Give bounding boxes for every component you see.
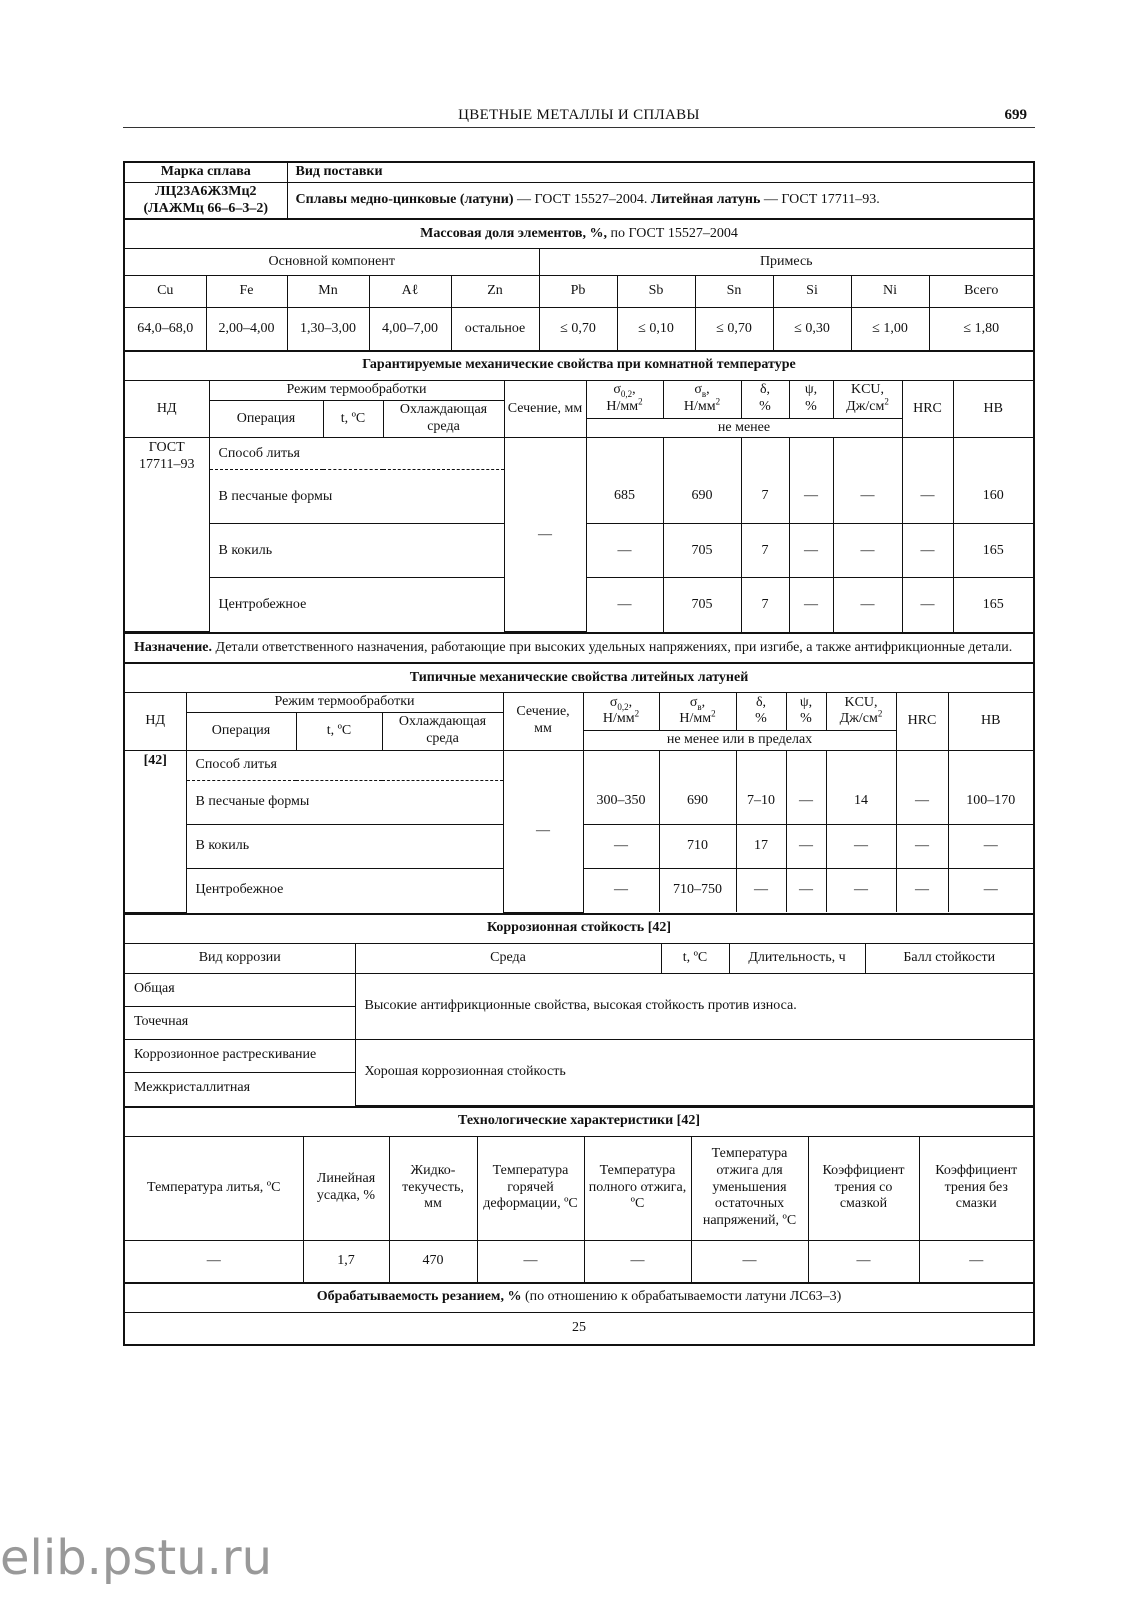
psi-value: — [786, 824, 826, 868]
tech-header: Коэффициент трения без смазки [919, 1136, 1033, 1240]
operation-header: Операция [209, 400, 323, 438]
delta-value: 7–10 [736, 780, 786, 824]
sigmab-sub: в [701, 389, 707, 400]
unit-n: Н/мм [679, 711, 712, 727]
delta-value: — [736, 868, 786, 912]
kcu-label: KCU, [850, 382, 885, 398]
supply-text1: — ГОСТ 15527–2004. [513, 192, 651, 208]
tech-header: Температура полного отжига, ºС [584, 1136, 691, 1240]
page-number: 699 [1004, 107, 1027, 123]
pct: % [805, 399, 817, 415]
section-header: Сечение, мм [504, 380, 586, 438]
grade-name-line2: (ЛАЖМц 66–6–3–2) [143, 200, 268, 216]
delta-value: 17 [736, 824, 786, 868]
unit-n: Н/мм [602, 711, 635, 727]
environment-text-2: Хорошая коррозионная стойкость [355, 1039, 1033, 1105]
empty-cell [786, 750, 826, 780]
hrc-header: HRC [896, 692, 948, 750]
element-header: Pb [539, 276, 617, 308]
tech-header: Температура горячей деформации, ºС [477, 1136, 584, 1240]
running-title: ЦВЕТНЫЕ МЕТАЛЛЫ И СПЛАВЫ [458, 107, 700, 123]
sigma02-value: — [586, 524, 663, 578]
corrosion-type: Общая [125, 973, 355, 1006]
tech-value: — [584, 1240, 691, 1282]
empty-cell [736, 750, 786, 780]
hb-value: — [948, 824, 1033, 868]
tech-value: — [477, 1240, 584, 1282]
sigma02-value: — [583, 824, 659, 868]
kcu-value: — [833, 470, 902, 524]
unit-sup: 2 [634, 708, 640, 719]
unit-sup: 2 [715, 396, 721, 407]
operation-value: В песчаные формы [209, 470, 504, 524]
element-value: ≤ 1,80 [929, 308, 1033, 350]
tech-header: Температура литья, ºС [125, 1136, 303, 1240]
element-value: ≤ 0,10 [617, 308, 695, 350]
unit-sup: 2 [711, 708, 716, 719]
delta-header [741, 380, 789, 418]
temperature-header: t, ºС [661, 943, 729, 973]
tech-value: — [691, 1240, 808, 1282]
element-header: Всего [929, 276, 1033, 308]
psi-header [786, 692, 826, 730]
sigma02-header: $\sigma_{0,2}$, $Н/мм^2$ [586, 380, 663, 418]
tech-value: 1,7 [303, 1240, 389, 1282]
operation-value: Центробежное [209, 578, 504, 632]
composition-section [125, 220, 1033, 352]
machinability-value: 25 [125, 1312, 1033, 1344]
pct: % [800, 711, 812, 727]
corrosion-title: Коррозионная стойкость [42] [125, 915, 1033, 944]
element-header: Sb [617, 276, 695, 308]
empty-cell [948, 750, 1033, 780]
element-value: 2,00–4,00 [206, 308, 287, 350]
kcu-unit: Дж/см [839, 711, 878, 727]
operation-value: В кокиль [186, 824, 503, 868]
unit-sup: 2 [877, 708, 883, 719]
element-header: Cu [125, 276, 206, 308]
sigmab-value: 690 [663, 470, 741, 524]
sigma02-value: — [586, 578, 663, 632]
empty-cell [663, 438, 741, 470]
composition-title-rest: по ГОСТ 15527–2004 [606, 225, 738, 241]
unit-sup: 2 [884, 396, 889, 407]
score-header: Балл стойкости [865, 943, 1033, 973]
kcu-header [826, 692, 896, 730]
empty-cell [896, 750, 948, 780]
nd-value: ГОСТ 17711–93 [125, 438, 209, 632]
delta-symbol: δ, [755, 694, 767, 710]
supply-text2: — ГОСТ 17711–93. [760, 192, 880, 208]
guaranteed-title: Гарантируемые механические свойства при комнатной температуре [125, 352, 1033, 381]
corrosion-type: Точечная [125, 1006, 355, 1039]
machinability-section [125, 1284, 1033, 1344]
nd-value: [42] [125, 750, 186, 912]
supply-bold1: Сплавы медно-цинковые (латуни) [295, 192, 514, 208]
duration-header: Длительность, ч [729, 943, 865, 973]
empty-cell [586, 438, 663, 470]
hb-header: HB [948, 692, 1033, 750]
kcu-unit: Дж/см [846, 399, 885, 415]
environment-header: Среда [355, 943, 661, 973]
t-header: t, ºС [296, 712, 382, 750]
sigmab-header: $\sigma_в$, $Н/мм^2$ [659, 692, 736, 730]
sigmab-value: 710–750 [659, 868, 736, 912]
grade-name-line1: ЛЦ23А6Ж3Мц2 [154, 183, 257, 199]
min-label: не менее или в пределах [583, 730, 896, 750]
kcu-header [833, 380, 902, 418]
kcu-value: — [833, 524, 902, 578]
grade-section [125, 163, 1033, 220]
delta-header [736, 692, 786, 730]
section-value: — [503, 750, 583, 912]
empty-cell [826, 750, 896, 780]
kcu-value: 14 [826, 780, 896, 824]
delta-symbol: δ, [759, 382, 771, 398]
tech-header: Коэффициент трения со смазкой [808, 1136, 919, 1240]
sigmab-header: $\sigma_в$, $Н/мм^2$ [663, 380, 741, 418]
operation-value: В кокиль [209, 524, 504, 578]
environment-text-1: Высокие антифрикционные свойства, высокая стойкость против износа. [355, 973, 1033, 1039]
unit-sup: 2 [638, 396, 643, 407]
sigma-symbol: σ [689, 694, 698, 710]
sigma-symbol: σ [694, 382, 702, 398]
casting-method-label: Способ литья [186, 750, 503, 780]
purpose-label: Назначение. [134, 640, 212, 656]
empty-cell [659, 750, 736, 780]
purpose-text: Детали ответственного назначения, работающие при высоких удельных напряжениях, при изгибе, а также антифрикционные детали. [211, 640, 1013, 656]
sigma02-sub: 0,2 [617, 701, 629, 712]
mode-header: Режим термообработки [186, 692, 503, 712]
operation-header: Операция [186, 712, 296, 750]
supply-text [287, 182, 1033, 218]
empty-cell [953, 438, 1033, 470]
kcu-value: — [826, 824, 896, 868]
hb-value: 165 [953, 578, 1033, 632]
mode-header: Режим термообработки [209, 380, 504, 400]
unit-n: Н/мм [683, 399, 716, 415]
hb-value: 165 [953, 524, 1033, 578]
operation-value: В песчаные формы [186, 780, 503, 824]
machinability-title-rest: (по отношению к обрабатываемости латуни ЛС63–3) [521, 1289, 842, 1305]
hrc-value: — [896, 868, 948, 912]
hrc-header: HRC [902, 380, 953, 438]
watermark: elib.pstu.ru [0, 1530, 273, 1586]
kcu-value: — [833, 578, 902, 632]
corrosion-type: Коррозионное растрескивание [125, 1039, 355, 1072]
sigmab-value: 690 [659, 780, 736, 824]
empty-cell [741, 438, 789, 470]
psi-value: — [786, 868, 826, 912]
purpose-section [125, 634, 1033, 664]
element-header: Mn [287, 276, 369, 308]
psi-value: — [786, 780, 826, 824]
delta-value: 7 [741, 470, 789, 524]
nd-header: НД [125, 692, 186, 750]
guaranteed-section [125, 352, 1033, 635]
hrc-value: — [902, 524, 953, 578]
grade-name [125, 182, 287, 218]
tech-value: — [808, 1240, 919, 1282]
machinability-title-bold: Обрабатываемость резанием, % [316, 1289, 522, 1305]
empty-cell [833, 438, 902, 470]
supply-bold2: Литейная латунь [650, 192, 761, 208]
hrc-value: — [896, 780, 948, 824]
tech-header: Жидко-текучесть, мм [389, 1136, 477, 1240]
empty-cell [583, 750, 659, 780]
tech-value: — [125, 1240, 303, 1282]
sigma-symbol: σ [613, 382, 621, 398]
psi-symbol: ψ, [799, 694, 813, 710]
typical-section [125, 664, 1033, 915]
nd-header: НД [125, 380, 209, 438]
hrc-value: — [902, 470, 953, 524]
sigmab-sub: в [697, 701, 702, 712]
tech-header: Температура отжига для уменьшения остаточных напряжений, ºС [691, 1136, 808, 1240]
typical-title: Типичные механические свойства литейных латуней [125, 664, 1033, 693]
composition-title-bold: Массовая доля элементов, %, [420, 225, 607, 241]
corrosion-type-header: Вид коррозии [125, 943, 355, 973]
pct: % [759, 399, 771, 415]
tech-value: — [919, 1240, 1033, 1282]
element-header: Fe [206, 276, 287, 308]
page-header [123, 105, 1035, 128]
operation-value: Центробежное [186, 868, 503, 912]
corrosion-section [125, 915, 1033, 1108]
empty-cell [789, 438, 833, 470]
sigmab-value: 705 [663, 578, 741, 632]
hb-value: — [948, 868, 1033, 912]
impurity-label: Примесь [539, 249, 1033, 276]
element-value: ≤ 0,70 [695, 308, 773, 350]
cooling-header: Охлаждающая среда [382, 712, 503, 750]
hrc-value: — [902, 578, 953, 632]
psi-value: — [789, 578, 833, 632]
casting-method-label: Способ литья [209, 438, 504, 470]
hrc-value: — [896, 824, 948, 868]
sigma02-sub: 0,2 [620, 389, 633, 400]
element-value: 1,30–3,00 [287, 308, 369, 350]
sigma02-value: — [583, 868, 659, 912]
element-value: ≤ 0,70 [539, 308, 617, 350]
machinability-title [125, 1284, 1033, 1312]
kcu-value: — [826, 868, 896, 912]
hb-value: 160 [953, 470, 1033, 524]
element-value: 64,0–68,0 [125, 308, 206, 350]
tech-title: Технологические характеристики [42] [125, 1108, 1033, 1137]
element-header: Zn [451, 276, 539, 308]
supply-label: Вид поставки [287, 163, 1033, 182]
element-header: Si [773, 276, 851, 308]
psi-symbol: ψ, [804, 382, 818, 398]
element-value: остальное [451, 308, 539, 350]
cooling-header: Охлаждающая среда [383, 400, 504, 438]
grade-label: Марка сплава [125, 163, 287, 182]
t-header: t, ºС [323, 400, 383, 438]
element-header: Ni [851, 276, 929, 308]
sigmab-value: 705 [663, 524, 741, 578]
element-value: 4,00–7,00 [369, 308, 451, 350]
psi-value: — [789, 470, 833, 524]
delta-value: 7 [741, 578, 789, 632]
datasheet [123, 161, 1035, 1346]
sigma02-header: $\sigma_{0,2}$, $Н/мм^2$ [583, 692, 659, 730]
sigmab-value: 710 [659, 824, 736, 868]
composition-title [125, 220, 1033, 249]
sigma02-value: 300–350 [583, 780, 659, 824]
sigma-symbol: σ [609, 694, 618, 710]
kcu-label: KCU, [844, 694, 878, 710]
tech-header: Линейная усадка, % [303, 1136, 389, 1240]
tech-section [125, 1108, 1033, 1285]
psi-value: — [789, 524, 833, 578]
hb-value: 100–170 [948, 780, 1033, 824]
hb-header: HB [953, 380, 1033, 438]
sigma02-value: 685 [586, 470, 663, 524]
min-label: не менее [586, 418, 902, 438]
element-header: Sn [695, 276, 773, 308]
tech-value: 470 [389, 1240, 477, 1282]
section-value: — [504, 438, 586, 632]
element-value: ≤ 0,30 [773, 308, 851, 350]
element-header: Aℓ [369, 276, 451, 308]
corrosion-type: Межкристаллитная [125, 1072, 355, 1105]
delta-value: 7 [741, 524, 789, 578]
element-value: ≤ 1,00 [851, 308, 929, 350]
main-component-label: Основной компонент [125, 249, 539, 276]
empty-cell [902, 438, 953, 470]
psi-header [789, 380, 833, 418]
unit-n: Н/мм [606, 399, 639, 415]
section-header: Сечение, мм [503, 692, 583, 750]
pct: % [755, 711, 767, 727]
